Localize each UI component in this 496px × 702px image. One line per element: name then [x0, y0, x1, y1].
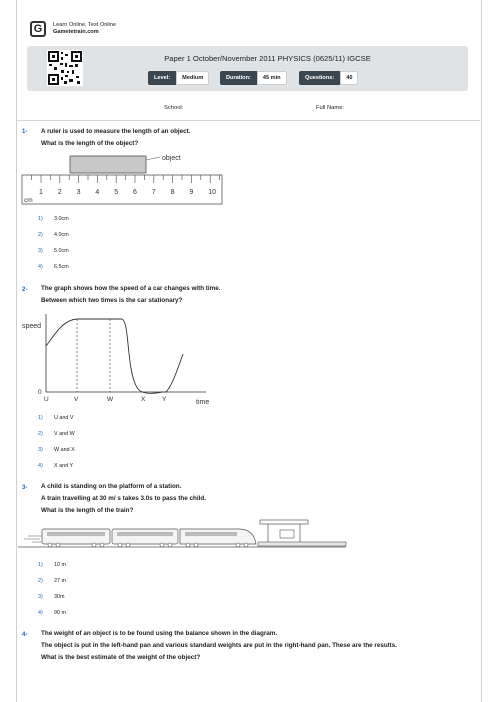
questions-label: Questions: [299, 71, 340, 85]
question-2-text: The graph shows how the speed of a car changes with time. Between which two times is the car stationary? [41, 285, 221, 304]
brand-site: Gametetrain.com [53, 29, 99, 35]
q3-option-2[interactable]: 2) 27 m [38, 578, 66, 584]
question-4-text: The weight of an object is to be found using the balance shown in the diagram. The object is put in the left-hand pan and various standard weights are put in the right-hand pan. These are the results. What is the best estimate of the weight of the object? [41, 630, 397, 661]
level-badge [148, 71, 209, 85]
fullname-label: Full Name: [316, 105, 345, 111]
ruler-tick-label: 8 [170, 189, 175, 196]
train-figure [18, 518, 348, 552]
questions-badge [299, 71, 358, 85]
q2-option-1[interactable]: 1) U and V [38, 415, 74, 421]
object-label: object [162, 155, 181, 162]
questions-value: 40 [340, 71, 358, 85]
ruler-tick-label: 9 [189, 189, 194, 196]
ruler-tick-label: 5 [114, 189, 119, 196]
q1-option-3[interactable]: 3) 5.0cm [38, 248, 69, 254]
graph-ylabel: speed [22, 323, 42, 330]
q2-option-2[interactable]: 2) V and W [38, 431, 75, 437]
ruler-unit-label: cm [24, 197, 33, 204]
graph-xlabel: time [196, 399, 210, 406]
brand-tagline: Learn Online, Test Online [53, 22, 117, 28]
ruler-tick-label: 2 [57, 189, 62, 196]
level-value: Medium [176, 71, 209, 85]
question-3-number: 3- [22, 485, 28, 491]
q3-option-3[interactable]: 3) 30m [38, 594, 65, 600]
ruler-tick-label: 3 [76, 189, 81, 196]
point-w: W [107, 396, 114, 403]
divider [17, 120, 480, 121]
question-1-number: 1- [22, 129, 28, 135]
brand [30, 21, 116, 37]
graph-origin: 0 [38, 389, 42, 396]
train-carriage-1 [42, 529, 110, 547]
ruler-tick-label: 10 [208, 189, 216, 196]
speed-curve [46, 319, 183, 393]
duration-value: 45 min [257, 71, 287, 85]
q1-option-2[interactable]: 2) 4.0cm [38, 232, 69, 238]
speed-time-graph [22, 312, 222, 408]
duration-label: Duration: [220, 71, 257, 85]
ruler-tick-label: 7 [151, 189, 156, 196]
ruler-tick-label: 1 [39, 189, 43, 196]
duration-badge [220, 71, 287, 85]
question-4-number: 4- [22, 632, 28, 638]
level-label: Level: [148, 71, 176, 85]
question-2-number: 2- [22, 287, 28, 293]
school-label: School: [164, 105, 184, 111]
q2-option-4[interactable]: 4) X and Y [38, 463, 74, 469]
q3-option-1[interactable]: 1) 10 m [38, 562, 66, 568]
point-x: X [141, 396, 146, 403]
train-engine [180, 529, 256, 547]
point-v: V [74, 396, 79, 403]
station-platform [258, 520, 346, 546]
ruler-tick-label: 6 [133, 189, 137, 196]
q3-option-4[interactable]: 4) 90 m [38, 610, 66, 616]
q2-option-3[interactable]: 3) W and X [38, 447, 75, 453]
point-u: U [44, 396, 49, 403]
paper-title: Paper 1 October/November 2011 PHYSICS (0625/11) IGCSE [164, 54, 371, 63]
logo-icon: G [30, 21, 46, 37]
object-block [70, 156, 146, 173]
ruler-figure [20, 152, 226, 208]
q1-option-1[interactable]: 1) 3.0cm [38, 216, 69, 222]
train-carriage-2 [112, 529, 178, 547]
question-3-text: A child is standing on the platform of a station. A train travelling at 30 m/ s takes 3.0s to pass the child. What is the length of the train? [41, 483, 206, 514]
ruler-tick-label: 4 [95, 189, 100, 196]
q1-option-4[interactable]: 4) 6.5cm [38, 264, 69, 270]
paper-header [27, 46, 468, 91]
question-1-text: A ruler is used to measure the length of an object. What is the length of the object? [41, 128, 191, 147]
point-y: Y [162, 396, 167, 403]
